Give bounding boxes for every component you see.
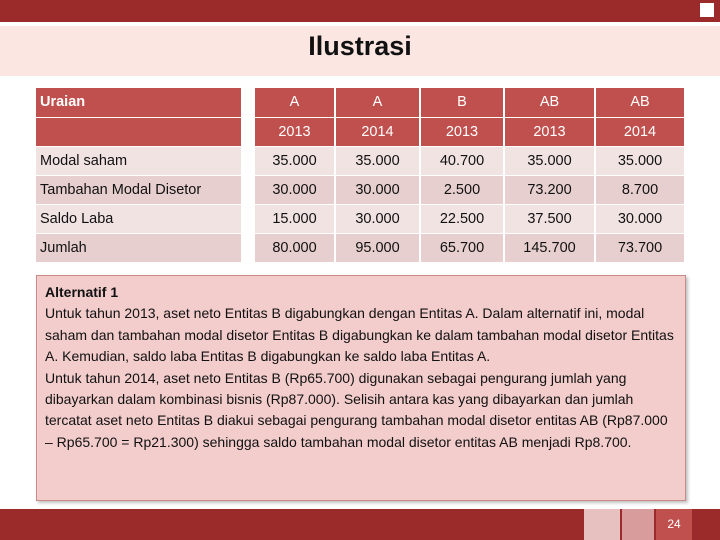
row-label: Saldo Laba	[36, 204, 248, 233]
table-cell: 22.500	[420, 204, 504, 233]
table-cell: 95.000	[335, 233, 420, 262]
table-cell: 8.700	[595, 175, 684, 204]
note-title: Alternatif 1	[45, 284, 119, 300]
footer-bar	[0, 509, 720, 540]
header-label-uraian: Uraian	[36, 88, 248, 117]
top-decor-bar	[0, 0, 720, 22]
header-entity-cell: AB	[595, 88, 684, 117]
footer-decor-square	[622, 509, 654, 540]
table-row	[36, 233, 684, 262]
table-cell: 30.000	[248, 175, 335, 204]
header-label-empty	[36, 117, 248, 146]
table-cell: 145.700	[504, 233, 595, 262]
row-label: Modal saham	[36, 146, 248, 175]
header-entity-cell: A	[248, 88, 335, 117]
table-cell: 73.700	[595, 233, 684, 262]
header-year-cell: 2013	[248, 117, 335, 146]
table-cell: 2.500	[420, 175, 504, 204]
header-entity-cell: AB	[504, 88, 595, 117]
note-paragraph-2013: Untuk tahun 2013, aset neto Entitas B digabungkan dengan Entitas A. Dalam alternatif ini, modal saham dan tambahan modal disetor Entitas B digabungkan ke dalam tambahan modal disetor Entitas A. Kemudian, saldo laba Entitas B digabungkan ke saldo laba Entitas A.	[45, 305, 674, 365]
table-cell: 30.000	[335, 175, 420, 204]
table-cell: 65.700	[420, 233, 504, 262]
table-cell: 30.000	[335, 204, 420, 233]
table-row	[36, 175, 684, 204]
row-label: Jumlah	[36, 233, 248, 262]
header-year-cell: 2014	[595, 117, 684, 146]
illustration-table	[36, 88, 684, 262]
footer-decor-square	[584, 509, 620, 540]
table-cell: 35.000	[504, 146, 595, 175]
table-cell: 80.000	[248, 233, 335, 262]
table-row	[36, 204, 684, 233]
slide-title: Ilustrasi	[308, 31, 412, 61]
row-label: Tambahan Modal Disetor	[36, 175, 248, 204]
header-year-cell: 2013	[504, 117, 595, 146]
table-cell: 35.000	[335, 146, 420, 175]
page-number: 24	[667, 517, 681, 531]
header-entity-cell: B	[420, 88, 504, 117]
table-cell: 73.200	[504, 175, 595, 204]
header-entity-cell: A	[335, 88, 420, 117]
header-year-cell: 2013	[420, 117, 504, 146]
note-box	[36, 275, 686, 501]
table-row	[36, 146, 684, 175]
table-cell: 40.700	[420, 146, 504, 175]
header-year-cell: 2014	[335, 117, 420, 146]
table-cell: 37.500	[504, 204, 595, 233]
table-cell: 35.000	[595, 146, 684, 175]
table-cell: 35.000	[248, 146, 335, 175]
footer-decor-square	[694, 509, 720, 540]
table-cell: 15.000	[248, 204, 335, 233]
header-row-year	[36, 117, 684, 146]
top-decor-square	[700, 3, 714, 17]
note-paragraph-2014: Untuk tahun 2014, aset neto Entitas B (Rp65.700) digunakan sebagai pengurang jumlah yang dibayarkan dalam kombinasi bisnis (Rp87.000). Selisih antara kas yang dibayarkan dan jumlah tercatat aset neto Entitas B diakui sebagai pengurang tambahan modal disetor entitas AB (Rp87.000 – Rp65.700 = Rp21.300) sehingga saldo tambahan modal disetor entitas AB menjadi Rp8.700.	[45, 369, 668, 450]
table-cell: 30.000	[595, 204, 684, 233]
header-row-entity	[36, 88, 684, 117]
